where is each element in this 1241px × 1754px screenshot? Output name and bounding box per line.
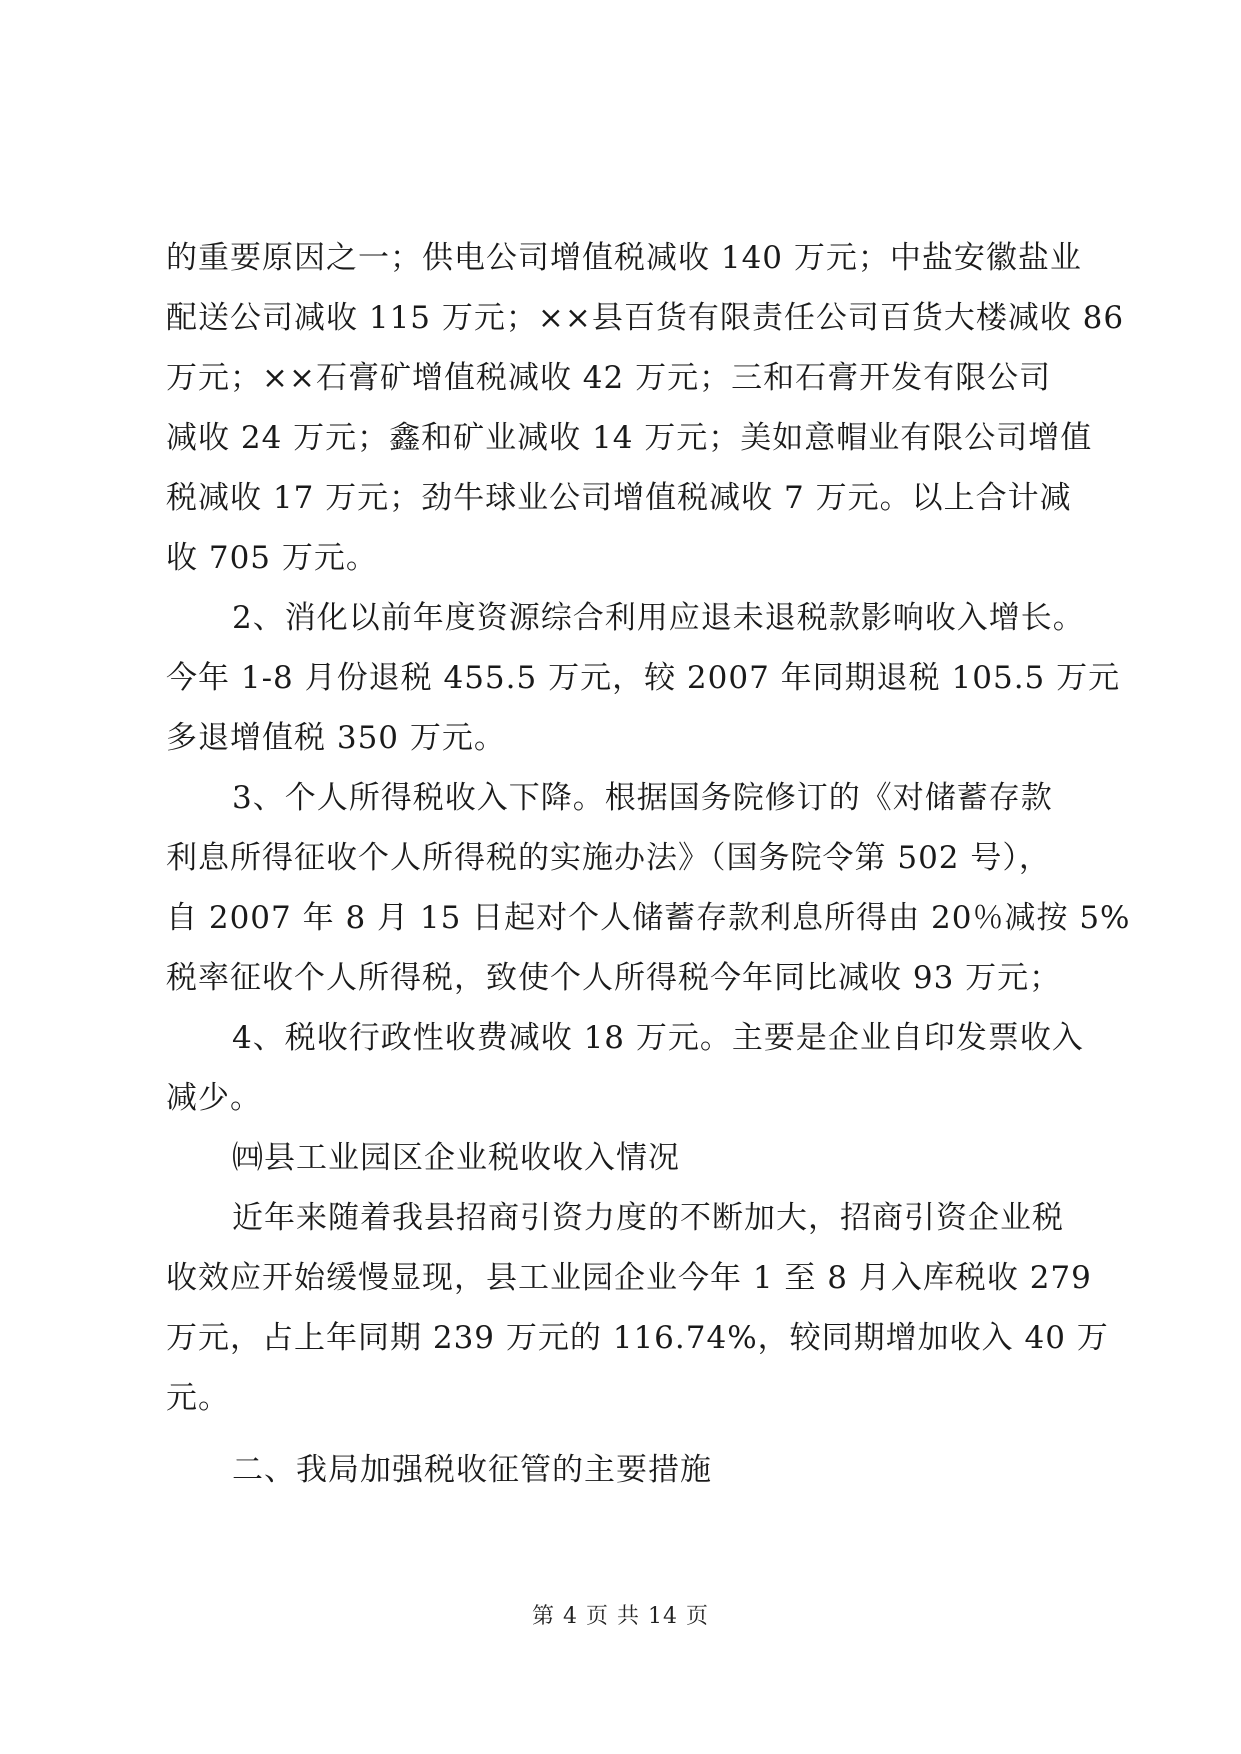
body-text-line: 配送公司减收 115 万元；××县百货有限责任公司百货大楼减收 86 — [166, 300, 1125, 336]
body-text-line: 今年 1-8 月份退税 455.5 万元，较 2007 年同期退税 105.5 万元 — [166, 660, 1121, 696]
paragraph-4-heading-line: 4、税收行政性收费减收 18 万元。主要是企业自印发票收入 — [232, 1020, 1084, 1056]
body-text-line: 的重要原因之一；供电公司增值税减收 140 万元；中盐安徽盐业 — [166, 240, 1082, 276]
body-text-line: 利息所得征收个人所得税的实施办法》（国务院令第 502 号）， — [166, 840, 1051, 876]
body-text-line: 税率征收个人所得税，致使个人所得税今年同比减收 93 万元； — [166, 960, 1062, 996]
body-text-line: 元。 — [166, 1380, 230, 1416]
body-text-line: 多退增值税 350 万元。 — [166, 720, 506, 756]
body-text-line: 收 705 万元。 — [166, 540, 378, 576]
section-heading: 二、我局加强税收征管的主要措施 — [232, 1452, 712, 1488]
body-text-line: 自 2007 年 8 月 15 日起对个人储蓄存款利息所得由 20％减按 5% — [166, 900, 1131, 936]
paragraph-3-heading-line: 3、个人所得税收入下降。根据国务院修订的《对储蓄存款 — [232, 780, 1053, 816]
section-subheading: ㈣县工业园区企业税收收入情况 — [232, 1140, 680, 1176]
body-text-line: 减收 24 万元；鑫和矿业减收 14 万元；美如意帽业有限公司增值 — [166, 420, 1093, 456]
body-text-line: 收效应开始缓慢显现，县工业园企业今年 1 至 8 月入库税收 279 — [166, 1260, 1092, 1296]
paragraph-2-heading-line: 2、消化以前年度资源综合利用应退未退税款影响收入增长。 — [232, 600, 1085, 636]
body-text-line: 税减收 17 万元；劲牛球业公司增值税减收 7 万元。以上合计减 — [166, 480, 1072, 516]
body-text-line: 万元，占上年同期 239 万元的 116.74%，较同期增加收入 40 万 — [166, 1320, 1109, 1356]
body-text-line: 万元；××石膏矿增值税减收 42 万元；三和石膏开发有限公司 — [166, 360, 1052, 396]
page-footer: 第 4 页 共 14 页 — [532, 1604, 709, 1629]
body-text-line: 近年来随着我县招商引资力度的不断加大，招商引资企业税 — [232, 1200, 1064, 1236]
body-text-line: 减少。 — [166, 1080, 262, 1116]
